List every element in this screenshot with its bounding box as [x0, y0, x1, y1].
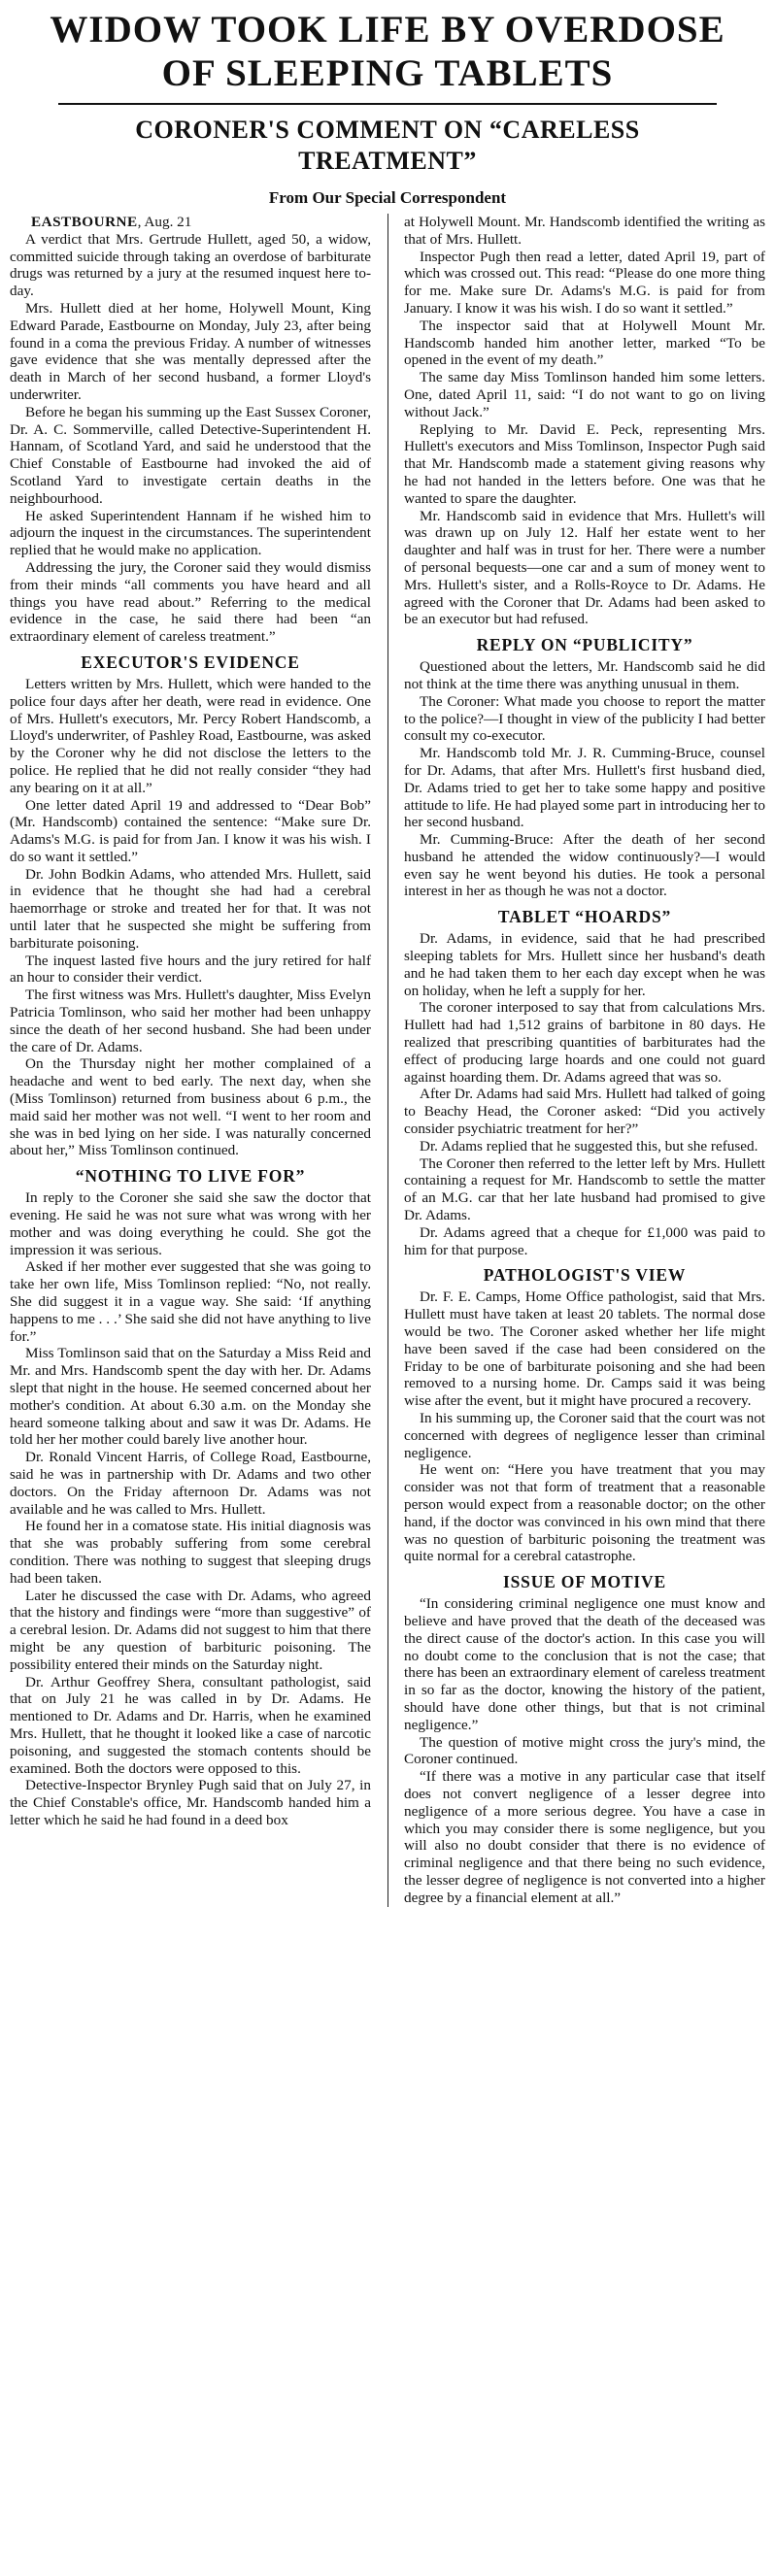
headline-line-1: WIDOW TOOK LIFE BY OVERDOSE — [50, 9, 725, 50]
paragraph: Dr. Adams agreed that a cheque for £1,000 was paid to him for that purpose. — [404, 1223, 765, 1258]
paragraph: “If there was a motive in any particular case that itself does not convert negligence of a lesser degree into negligence of a more serious degree. You have a case in which you may consider there is some negligence, but you will also no doubt consider that there is no evidence of criminal negligence and that there being no such evidence, the lesser degree of negligence is not converted into a higher degree by a financial element at all.” — [404, 1768, 765, 1906]
paragraph: at Holywell Mount. Mr. Handscomb identified the writing as that of Mrs. Hullett. — [404, 214, 765, 248]
paragraph: The inspector said that at Holywell Mount Mr. Handscomb handed him another letter, marked “To be opened in the event of my death.” — [404, 317, 765, 369]
paragraph: Inspector Pugh then read a letter, dated April 19, part of which was crossed out. This read: “Please do one more thing for me. Make sure Dr. Adams's M.G. is paid for from January. I know it was his wish. I do so want it settled.” — [404, 248, 765, 317]
paragraph: Dr. Arthur Geoffrey Shera, consultant pathologist, said that on July 21 he was called in by Dr. Adams. He mentioned to Dr. Adams and Dr. Harris, when he examined Mrs. Hullett, that he thought it looked like a case of narcotic poisoning, and suggested the stomach contents should be examined. Both the doctors were opposed to this. — [10, 1673, 371, 1777]
paragraph: The question of motive might cross the jury's mind, the Coroner continued. — [404, 1733, 765, 1768]
paragraph: He found her in a comatose state. His initial diagnosis was that she was probably suffering from some cerebral condition. There was nothing to suggest that sleeping drugs had been taken. — [10, 1518, 371, 1587]
paragraph: Asked if her mother ever suggested that she was going to take her own life, Miss Tomlinson replied: “No, not really. She did suggest it in a vague way. She said: ‘If anything happens to me . . .’ She said she did not have anything to live for.” — [10, 1258, 371, 1345]
paragraph: The Coroner then referred to the letter left by Mrs. Hullett containing a request for Mr. Handscomb to settle the matter of an M.G. car that her late husband had promised to give Dr. Adams. — [404, 1154, 765, 1224]
paragraph: On the Thursday night her mother complained of a headache and went to bed early. The next day, when she (Miss Tomlinson) returned from business about 6 p.m., the maid said her mother was not well. “I went to her room and she was in bed lying on her side. I was naturally concerned about her,” Miss Tomlinson continued. — [10, 1055, 371, 1159]
paragraph: Dr. John Bodkin Adams, who attended Mrs. Hullett, said in evidence that he thought she had had a cerebral haemorrhage or stroke and treated her for that. It was not until later that he suspected she might be suffering from barbiturate poisoning. — [10, 865, 371, 952]
paragraph: The Coroner: What made you choose to report the matter to the police?—I thought in view of the publicity I had better consult my co-executor. — [404, 692, 765, 745]
paragraph: Mr. Cumming-Bruce: After the death of her second husband he attended the widow continuously?—I would even say he went beyond his duties. He took a personal interest in her as though he was not a doctor. — [404, 831, 765, 900]
paragraph: The inquest lasted five hours and the jury retired for half an hour to consider their verdict. — [10, 952, 371, 987]
paragraph: Mr. Handscomb said in evidence that Mrs. Hullett's will was drawn up on July 12. Half her estate went to her daughter and half was in trust for her. There were a number of personal bequests—one car and a sum of money went to Mrs. Hullett's sister, and a Rolls-Royce to Dr. Adams. He agreed with the Coroner that Dr. Adams had been asked to be an executor but had refused. — [404, 507, 765, 628]
dateline-place: EASTBOURNE — [31, 214, 138, 230]
subheadline-line-1: CORONER'S COMMENT ON “CARELESS — [135, 116, 640, 144]
paragraph: In his summing up, the Coroner said that the court was not concerned with degrees of negligence lesser than criminal negligence. — [404, 1410, 766, 1461]
section-nothing-to-live-for — [10, 1189, 371, 1828]
paragraph: Before he began his summing up the East Sussex Coroner, Dr. A. C. Sommerville, called Detective-Superintendent H. Hannam, of Scotland Yard, and said he understood that the Chief Constable of Eastbourne had invoked the aid of Scotland Yard to investigate certain deaths in the neighbourhood. — [10, 403, 371, 507]
section-executors-evidence — [10, 676, 371, 1159]
paragraph: Mr. Handscomb told Mr. J. R. Cumming-Bruce, counsel for Dr. Adams, that after Mrs. Hullett's first husband died, Dr. Adams tried to get her to take some happy and positive attitude to life. He had played some part in introducing her to her second husband. — [404, 745, 765, 831]
subheading-pathologists-view: PATHOLOGIST'S VIEW — [483, 1265, 687, 1286]
headline-rule — [58, 103, 717, 105]
paragraph: Dr. Ronald Vincent Harris, of College Road, Eastbourne, said he was in partnership with Dr. Adams and two other doctors. On the Friday afternoon Dr. Adams was not available and he was called to Mrs. Hullett. — [10, 1449, 371, 1518]
column-left — [10, 214, 371, 1907]
section-issue-of-motive — [404, 1595, 765, 1906]
paragraph: The same day Miss Tomlinson handed him some letters. One, dated April 11, said: “I do not want to go on living without Jack.” — [404, 369, 765, 420]
subheading-executors-evidence: EXECUTOR'S EVIDENCE — [81, 652, 300, 672]
paragraph: Letters written by Mrs. Hullett, which were handed to the police four days after her death, were read in evidence. One of Mrs. Hullett's executors, Mr. Percy Robert Handscomb, a Lloyd's underwriter, of Pashley Road, Eastbourne, was asked by the Coroner why he did not disclose the letters to the police. He replied that he did not really consider “they had any bearing on it at all.” — [10, 675, 371, 796]
headline-line-2: OF SLEEPING TABLETS — [161, 52, 614, 94]
subheadline — [49, 115, 726, 177]
paragraph: Mrs. Hullett died at her home, Holywell Mount, King Edward Parade, Eastbourne on Monday, July 23, after being found in a coma the previous Friday. A number of witnesses gave evidence that she was mentally depressed after the death in March of her second husband, a former Lloyd's underwriter. — [10, 299, 371, 403]
paragraph: Detective-Inspector Brynley Pugh said that on July 27, in the Chief Constable's office, Mr. Handscomb handed him a letter which he said he had found in a deed box — [10, 1777, 371, 1828]
paragraph: The first witness was Mrs. Hullett's daughter, Miss Evelyn Patricia Tomlinson, who said her mother had been unhappy since the death of her second husband. She had been under the care of Dr. Adams. — [10, 987, 371, 1055]
paragraph: He asked Superintendent Hannam if he wished him to adjourn the inquest in the circumstances. The superintendent replied that he would make no application. — [10, 507, 371, 559]
subheading-nothing-to-live-for: “NOTHING TO LIVE FOR” — [75, 1166, 306, 1187]
paragraph: Questioned about the letters, Mr. Handscomb said he did not think at the time there was anything unusual in them. — [404, 658, 765, 692]
paragraph: In reply to the Coroner she said she saw the doctor that evening. He said he was not sure what was wrong with her mother and was doing everything he could. She got the impression it was serious. — [10, 1189, 371, 1258]
paragraph: Replying to Mr. David E. Peck, representing Mrs. Hullett's executors and Miss Tomlinson, Inspector Pugh said that Mr. Handscomb made a statement giving reasons why he had not handed in the letters before. One was that he wanted to spare the daughter. — [404, 420, 765, 507]
section-pathologists-view — [404, 1288, 765, 1565]
paragraph: Dr. Adams, in evidence, said that he had prescribed sleeping tablets for Mrs. Hullett since her husband's death and he had taken them to her each day except when he was on holiday, when he left a supply for her. — [404, 930, 765, 999]
byline: From Our Special Correspondent — [268, 188, 507, 207]
paragraph: One letter dated April 19 and addressed to “Dear Bob” (Mr. Handscomb) contained the sentence: “Make sure Dr. Adams's M.G. is paid for from Jan. I know it was his wish. I do so want it settled.” — [10, 796, 371, 865]
paragraph: Later he discussed the case with Dr. Adams, who agreed that the history and findings were “more than suggestive” of a cerebral lesion. Dr. Adams did not suggest to him that there might be any question of barbituric poisoning. The possibility entered their minds on the Saturday night. — [10, 1587, 371, 1673]
subheading-tablet-hoards: TABLET “HOARDS” — [497, 907, 672, 927]
paragraph: “In considering criminal negligence one must know and believe and have proved that the death of the deceased was the direct cause of the doctor's action. In this case you will no doubt come to the conclusion that is not the case; that there has been an extraordinary element of careless treatment in so far as the doctor, knowing the history of the patient, should have done other things, but that is not criminal negligence.” — [404, 1595, 765, 1733]
article-columns — [10, 214, 765, 1907]
left-intro — [10, 231, 371, 646]
subheading-issue-of-motive: ISSUE OF MOTIVE — [503, 1572, 666, 1592]
subheadline-line-2: TREATMENT” — [298, 147, 477, 175]
paragraph: Addressing the jury, the Coroner said they would dismiss from their minds “all comments you have heard and all things you have read about.” Referring to the medical evidence in the case, he said there had been “an extraordinary element of careless treatment.” — [10, 558, 371, 646]
headline — [10, 8, 765, 95]
right-intro — [404, 214, 765, 628]
column-right — [404, 214, 765, 1907]
news-article — [10, 0, 765, 1907]
dateline-date: Aug. 21 — [144, 214, 192, 230]
paragraph: Dr. F. E. Camps, Home Office pathologist, said that Mrs. Hullett must have taken at least 20 tablets. The normal dose would be two. The Coroner asked whether her life might have been saved if the case had been considered on the Friday to be one of barbiturate poisoning and she had been removed to a nursing home. Dr. Camps said it was being wise after the event, but it might have procured a recovery. — [404, 1288, 765, 1410]
paragraph: A verdict that Mrs. Gertrude Hullett, aged 50, a widow, committed suicide through taking an overdose of barbiturate drugs was returned by a jury at the resumed inquest here to-day. — [10, 230, 371, 300]
paragraph: After Dr. Adams had said Mrs. Hullett had talked of going to Beachy Head, the Coroner asked: “Did you actively consider psychiatric treatment for her?” — [404, 1086, 765, 1138]
paragraph: He went on: “Here you have treatment that you may consider was not that form of treatment that a reasonable person would expect from a reasonable doctor; on the other hand, if the doctor was convinced in his own mind that there was no question of barbituric poisoning the treatment was quite normal for a cerebral catastrophe. — [404, 1461, 765, 1565]
dateline: EASTBOURNE, Aug. 21 — [31, 214, 192, 230]
section-tablet-hoards — [404, 930, 765, 1258]
section-reply-on-publicity — [404, 658, 765, 900]
subheading-reply-on-publicity: REPLY ON “PUBLICITY” — [476, 635, 693, 655]
paragraph: The coroner interposed to say that from calculations Mrs. Hullett had had 1,512 grains of barbitone in 80 days. He realized that prescribing quantities of barbiturates had the effect of producing large hoards and one could not guard against hoarding them. Dr. Adams agreed that was so. — [404, 999, 765, 1086]
paragraph: Miss Tomlinson said that on the Saturday a Miss Reid and Mr. and Mrs. Handscomb spent the day with her. Dr. Adams slept that night in the house. He seemed concerned about her mother's condition. At about 6.30 a.m. on the Monday she heard someone talking about and saw it was Dr. Adams. He told her her mother could barely live another hour. — [10, 1345, 371, 1449]
paragraph: Dr. Adams replied that he suggested this, but she refused. — [420, 1137, 758, 1154]
